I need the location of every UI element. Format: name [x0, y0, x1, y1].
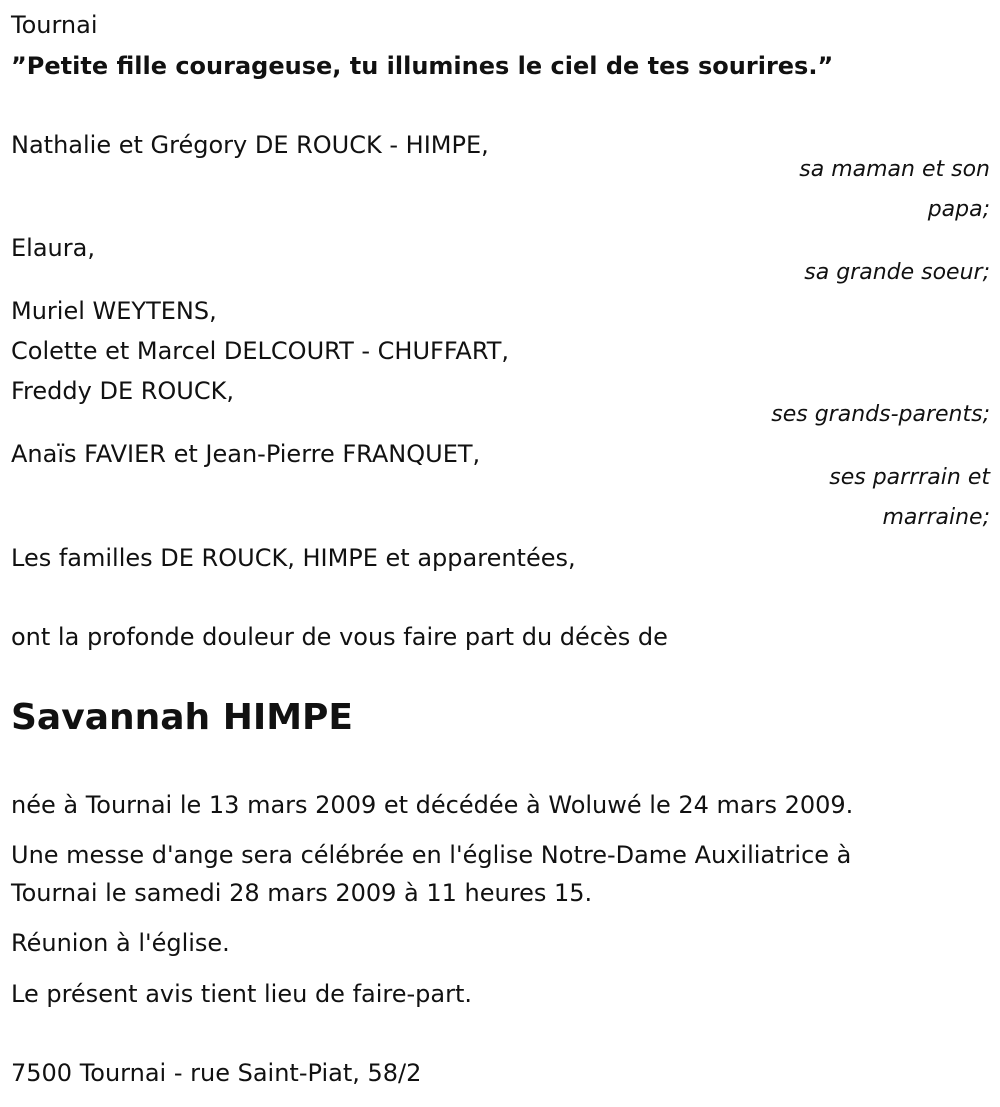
parents-role-line2: papa;: [927, 197, 990, 222]
sister-name: Elaura,: [11, 234, 95, 262]
grandparent-line-1: Muriel WEYTENS,: [11, 297, 217, 325]
announcement-intro: ont la profonde douleur de vous faire part du décès de: [11, 623, 668, 651]
grandparents-role: ses grands-parents;: [771, 402, 990, 427]
birth-death-line: née à Tournai le 13 mars 2009 et décédée à Woluwé le 24 mars 2009.: [11, 791, 854, 819]
mass-line-1: Une messe d'ange sera célébrée en l'église Notre-Dame Auxiliatrice à: [11, 841, 852, 869]
grandparent-line-3: Freddy DE ROUCK,: [11, 377, 234, 405]
address-line: 7500 Tournai - rue Saint-Piat, 58/2: [11, 1059, 422, 1087]
deceased-name: Savannah HIMPE: [11, 697, 354, 738]
notice-line: Le présent avis tient lieu de faire-part.: [11, 980, 473, 1008]
city-heading: Tournai: [11, 11, 98, 39]
parents-names: Nathalie et Grégory DE ROUCK - HIMPE,: [11, 131, 489, 159]
godparents-role-line1: ses parrrain et: [829, 465, 990, 490]
families-line: Les familles DE ROUCK, HIMPE et apparentées,: [11, 544, 576, 572]
mass-line-2: Tournai le samedi 28 mars 2009 à 11 heures 15.: [11, 879, 593, 907]
godparents-names: Anaïs FAVIER et Jean-Pierre FRANQUET,: [11, 440, 481, 468]
quote: ”Petite fille courageuse, tu illumines le ciel de tes sourires.”: [11, 52, 834, 80]
meeting-line: Réunion à l'église.: [11, 929, 230, 957]
sister-role: sa grande soeur;: [804, 260, 990, 285]
parents-role-line1: sa maman et son: [799, 157, 990, 182]
grandparent-line-2: Colette et Marcel DELCOURT - CHUFFART,: [11, 337, 510, 365]
godparents-role-line2: marraine;: [882, 505, 990, 530]
